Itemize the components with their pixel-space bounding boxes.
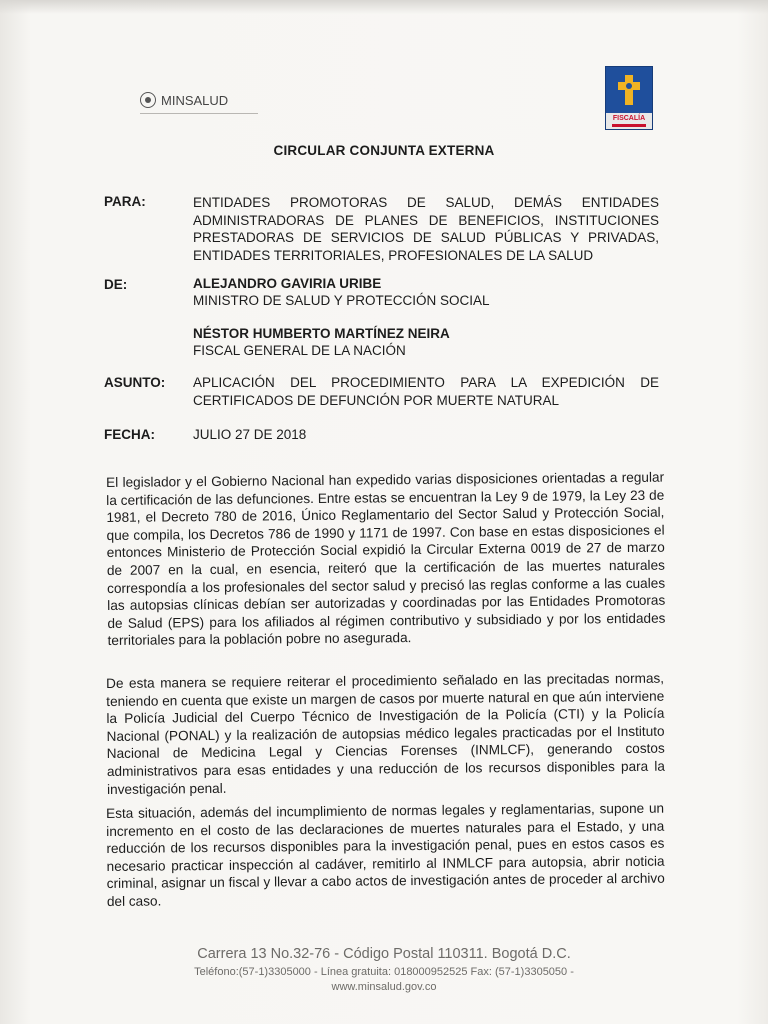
- header-divider: [140, 113, 258, 114]
- document-title: CIRCULAR CONJUNTA EXTERNA: [273, 143, 495, 158]
- fiscalia-stripe: [612, 124, 646, 127]
- colombia-seal-icon: [140, 92, 156, 108]
- footer-address: Carrera 13 No.32-76 - Código Postal 110311. Bogotá D.C.: [197, 946, 571, 962]
- para-text: ENTIDADES PROMOTORAS DE SALUD, DEMÁS ENTIDADES ADMINISTRADORAS DE PLANES DE BENEFICIOS, INSTITUCIONES PRESTADORAS DE SERVICIOS DE SALUD PÚBLICAS Y PRIVADAS, ENTIDADES TERRITORIALES, PROFESIONALES DE LA SALUD: [193, 195, 659, 263]
- scan-shadow: [0, 0, 768, 14]
- minsalud-logo: [140, 92, 228, 108]
- asunto-label: ASUNTO:: [104, 375, 166, 390]
- fecha-label: FECHA:: [104, 427, 155, 442]
- footer-phones: Teléfono:(57-1)3305000 - Línea gratuita: 018000952525 Fax: (57-1)3305050 -: [194, 966, 574, 978]
- body-paragraph-1: El legislador y el Gobierno Nacional han expedido varias disposiciones orientadas a regular la certificación de las defunciones. Entre estas se encuentran la Ley 9 de 1979, la Ley 23 de 1981, el Decreto 780 de 2016, Único Reglamentario del Sector Salud y Protección Social, que compila, los Decretos 786 de 1990 y 1171 de 1997. Con base en estas disposiciones el entonces Ministerio de Protección Social expidió la Circular Externa 0019 de 27 de marzo de 2007 en la cual, en esencia, reiteró que la certificación de las muertes naturales correspondía a los profesionales del sector salud y precisó las reglas conforme a las cuales las autopsias clínicas debían ser autorizadas y coordinadas por las Entidades Promotoras de Salud (EPS) para los afiliados al régimen contributivo y subsidiado y por los entidades territoriales para la población pobre no asegurada.: [106, 469, 666, 649]
- signer1-title: MINISTRO DE SALUD Y PROTECCIÓN SOCIAL: [193, 293, 490, 308]
- fiscalia-cross-icon: [618, 75, 640, 105]
- de-label: DE:: [104, 277, 128, 292]
- body-paragraph-2: De esta manera se requiere reiterar el procedimiento señalado en las precitadas normas, teniendo en cuenta que existe un margen de casos por muerte natural en que aún interviene la Policía Judicial del Cuerpo Técnico de Investigación de la Policía (CTI) y la Policía Nacional (PONAL) y la realización de autopsias médico legales practicadas por el Instituto Nacional de Medicina Legal y Ciencias Forenses (INMLCF), generando costos administrativos para esas entidades y una reducción de los recursos disponibles para la investigación penal.: [106, 670, 665, 797]
- fiscalia-logo: [605, 66, 653, 130]
- body-paragraph-3: Esta situación, además del incumplimiento de normas legales y reglamentarias, supone un incremento en el costo de las declaraciones de muertes naturales para el Estado, y una reducción de los recursos disponibles para la investigación penal, pues en estos casos es necesario practicar inspección al cadáver, remitirlo al INMLCF para autopsia, abrir noticia criminal, asignar un fiscal y llevar a cabo actos de investigación antes de proceder al archivo del caso.: [106, 800, 665, 909]
- fecha-text: JULIO 27 DE 2018: [193, 427, 307, 442]
- signer1-name: ALEJANDRO GAVIRIA URIBE: [193, 276, 382, 291]
- para-label: PARA:: [104, 194, 146, 209]
- signer2-title: FISCAL GENERAL DE LA NACIÓN: [193, 343, 406, 358]
- ministry-name: MINSALUD: [161, 92, 229, 108]
- footer-website: www.minsalud.gov.co: [331, 981, 437, 993]
- fiscalia-name: FISCALÍA: [612, 115, 646, 122]
- asunto-text: APLICACIÓN DEL PROCEDIMIENTO PARA LA EXPEDICIÓN DE CERTIFICADOS DE DEFUNCIÓN POR MUERTE NATURAL: [193, 375, 659, 408]
- signer2-name: NÉSTOR HUMBERTO MARTÍNEZ NEIRA: [193, 326, 450, 341]
- fiscalia-band: [606, 113, 652, 129]
